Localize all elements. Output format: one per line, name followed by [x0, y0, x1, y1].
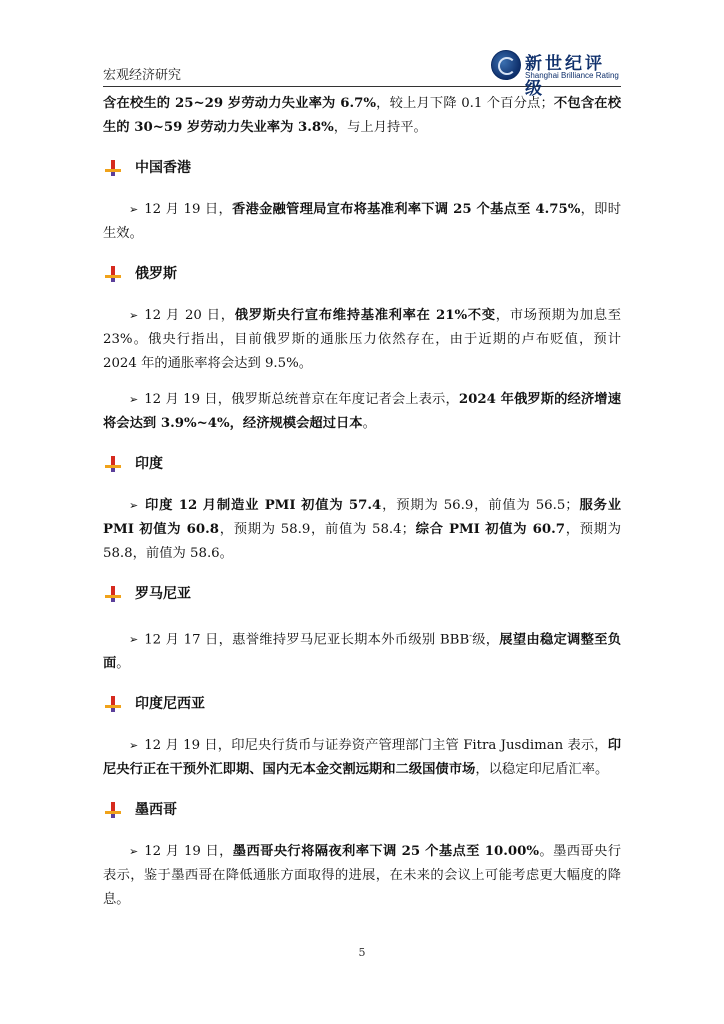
bullet-arrow-icon: ➢ — [129, 633, 139, 647]
section-marker-icon — [105, 696, 121, 712]
bold-run: 综合 PMI 初值为 60.7 — [414, 522, 565, 537]
ro-bullet-1 — [103, 624, 621, 676]
bold-run: 展望由稳定调整至负面 — [103, 632, 622, 672]
text-run: 12 月 19 日， — [144, 844, 233, 860]
section-title: 罗马尼亚 — [135, 586, 191, 602]
ru-bullet-1 — [103, 304, 621, 376]
intro-text-2: ，较上月下降 0.1 个百分点； — [376, 96, 554, 111]
bullet-arrow-icon: ➢ — [129, 499, 139, 512]
bold-run: 印度 12 月制造业 PMI 初值为 57.4 — [144, 498, 382, 513]
text-run: 。 — [362, 416, 376, 431]
text-run: 。 — [116, 656, 130, 672]
bold-run: 服务业 PMI 初值为 60.8 — [103, 498, 621, 537]
section-title: 印度尼西亚 — [135, 696, 205, 713]
intro-bold-1: 含在校生的 25~29 岁劳动力失业率为 6.7% — [103, 96, 377, 111]
section-marker-icon — [105, 160, 121, 176]
bold-run: 墨西哥央行将隔夜利率下调 25 个基点至 10.00% — [232, 844, 540, 860]
text-run: ，预期为 58.9，前值为 58.4； — [219, 522, 415, 537]
text-run: ，以稳定印尼盾汇率。 — [475, 762, 609, 778]
bold-run: 香港金融管理局宣布将基准利率下调 25 个基点至 4.75% — [231, 202, 581, 217]
brand-logo-en: Shanghai Brilliance Rating — [525, 71, 619, 80]
bold-run: 2024 年俄罗斯的经济增速将会达到 3.9%~4%，经济规模会超过日本 — [103, 392, 621, 431]
text-run: 12 月 19 日，俄罗斯总统普京在年度记者会上表示， — [144, 392, 459, 407]
ru-bullet-2 — [103, 388, 621, 436]
section-title: 俄罗斯 — [135, 266, 177, 282]
section-marker-icon — [105, 266, 121, 282]
bold-run: 印尼央行正在干预外汇即期、国内无本金交割远期和二级国债市场 — [103, 738, 621, 778]
text-run: 。墨西哥央行表示，鉴于墨西哥在降低通胀方面取得的进展，在未来的会议上可能考虑更大幅度的降息。 — [103, 844, 622, 908]
section-title: 中国香港 — [135, 160, 191, 176]
mx-bullet-1 — [103, 840, 621, 912]
text-run: 12 月 19 日， — [144, 202, 232, 217]
section-heading-hongkong — [103, 156, 621, 180]
superscript: - — [469, 631, 472, 640]
bullet-arrow-icon: ➢ — [129, 203, 139, 216]
bullet-arrow-icon: ➢ — [129, 845, 139, 859]
text-run: ，预期为 58.8，前值为 58.6。 — [103, 522, 622, 561]
section-marker-icon — [105, 456, 121, 472]
bold-run: 俄罗斯央行宣布维持基准利率在 21%不变 — [234, 308, 496, 323]
page-header — [103, 44, 621, 99]
intro-paragraph — [103, 92, 621, 140]
text-run: ，市场预期为加息至 23%。俄央行指出，目前俄罗斯的通胀压力依然存在，由于近期的卢布贬值，预计 2024 年的通胀率将会达到 9.5%。 — [103, 308, 621, 371]
bullet-arrow-icon: ➢ — [129, 393, 139, 406]
text-run: 12 月 17 日，惠誉维持罗马尼亚长期本外币级别 BBB — [144, 632, 470, 648]
text-run: 12 月 19 日，印尼央行货币与证券资产管理部门主管 Fitra Jusdiman 表示， — [144, 738, 608, 754]
section-marker-icon — [105, 802, 121, 818]
section-heading-russia — [103, 262, 621, 286]
bullet-arrow-icon: ➢ — [129, 309, 139, 322]
text-run: ，即时生效。 — [103, 202, 621, 241]
section-heading-romania — [103, 582, 621, 606]
text-run: 12 月 20 日， — [144, 308, 235, 323]
document-body — [103, 92, 621, 912]
brand-logo-icon — [491, 50, 521, 80]
brand-logo-cn: 新世纪评级 — [525, 54, 605, 99]
text-run: ，预期为 56.9，前值为 56.5； — [381, 498, 579, 513]
id-bullet-1 — [103, 734, 621, 782]
bullet-arrow-icon: ➢ — [129, 739, 139, 753]
section-heading-india — [103, 452, 621, 476]
intro-text-4: ，与上月持平。 — [333, 120, 427, 135]
hk-bullet-1 — [103, 198, 621, 246]
section-title: 印度 — [135, 456, 163, 472]
intro-bold-3: 不包含在校生的 30~59 岁劳动力失业率为 3.8% — [103, 96, 621, 135]
header-section-title: 宏观经济研究 — [103, 68, 182, 83]
page-number: 5 — [358, 946, 366, 959]
section-title: 墨西哥 — [135, 802, 177, 819]
brand-logo — [491, 44, 621, 99]
text-run: 级， — [471, 632, 500, 648]
section-marker-icon — [105, 586, 121, 602]
section-heading-mexico — [103, 798, 621, 822]
in-bullet-1 — [103, 494, 621, 566]
section-heading-indonesia — [103, 692, 621, 716]
